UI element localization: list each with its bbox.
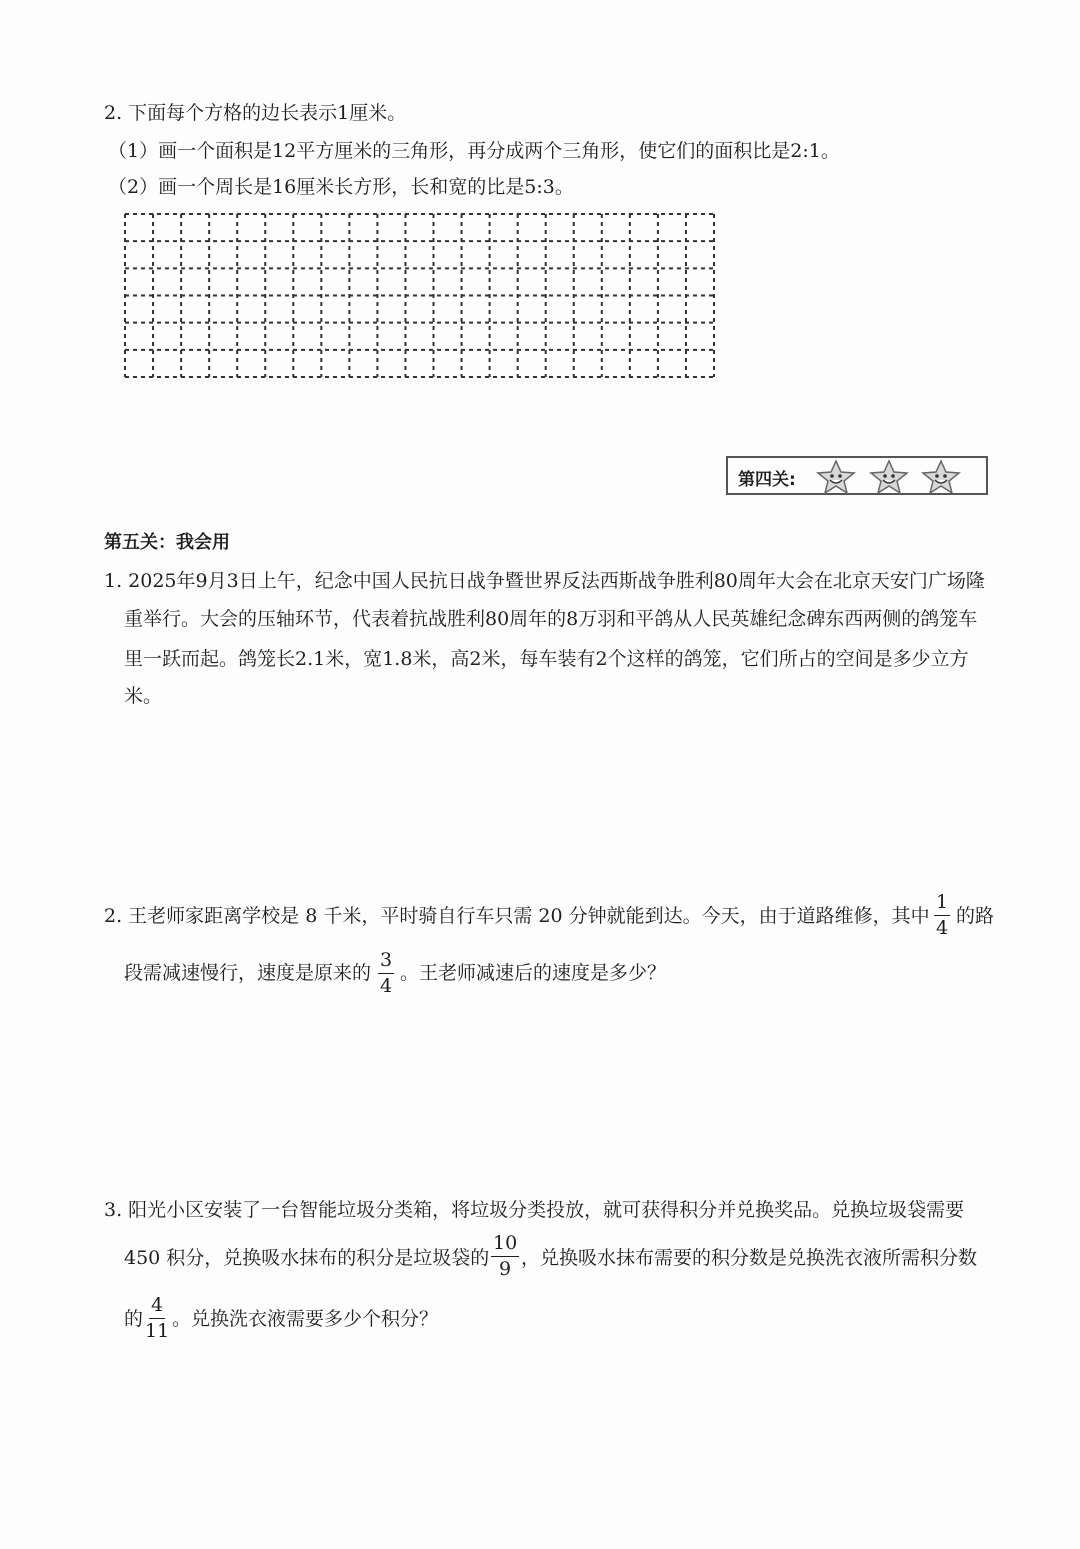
smiley-star-icon bbox=[814, 459, 858, 495]
level5-heading: 第五关：我会用 bbox=[104, 532, 230, 553]
fraction-numerator: 1 bbox=[934, 893, 950, 916]
level4-rating-box bbox=[726, 456, 988, 495]
fraction-denominator: 4 bbox=[936, 917, 949, 939]
p3-line3b: 。兑换洗衣液需要多少个积分？ bbox=[172, 1308, 439, 1330]
level4-label: 第四关: bbox=[738, 470, 796, 490]
smiley-star-icon bbox=[867, 459, 911, 495]
fraction-one-quarter bbox=[934, 893, 950, 938]
fraction-three-quarters bbox=[378, 951, 394, 996]
fraction-denominator: 4 bbox=[380, 975, 393, 997]
q2-sub2: （2）画一个周长是16厘米长方形，长和宽的比是5:3。 bbox=[108, 176, 574, 198]
p3-line1: 3. 阳光小区安装了一台智能垃圾分类箱，将垃圾分类投放，就可获得积分并兑换奖品。兑换垃圾袋需要 bbox=[104, 1199, 965, 1221]
p3-line3a: 的 bbox=[124, 1308, 144, 1330]
p2-line2b: 。王老师减速后的速度是多少？ bbox=[400, 962, 667, 984]
p1-line1: 1. 2025年9月3日上午，纪念中国人民抗日战争暨世界反法西斯战争胜利80周年大会在北京天安门广场隆 bbox=[104, 570, 985, 592]
fraction-ten-ninths bbox=[491, 1234, 519, 1279]
q2-title: 2. 下面每个方格的边长表示1厘米。 bbox=[104, 102, 407, 124]
p2-line1a: 2. 王老师家距离学校是 8 千米，平时骑自行车只需 20 分钟就能到达。今天，由于道路维修，其中 bbox=[104, 905, 930, 927]
smiley-star-icon bbox=[919, 459, 963, 495]
fraction-numerator: 10 bbox=[491, 1234, 519, 1257]
p1-line2: 重举行。大会的压轴环节，代表着抗战胜利80周年的8万羽和平鸽从人民英雄纪念碑东西两侧的鸽笼车 bbox=[124, 608, 978, 630]
fraction-denominator: 11 bbox=[145, 1320, 170, 1342]
p1-line3: 里一跃而起。鸽笼长2.1米，宽1.8米，高2米，每车装有2个这样的鸽笼，它们所占的空间是多少立方 bbox=[124, 648, 969, 670]
p3-line2b: ，兑换吸水抹布需要的积分数是兑换洗衣液所需积分数 bbox=[521, 1247, 978, 1269]
fraction-denominator: 9 bbox=[499, 1258, 512, 1280]
p3-line2a: 450 积分，兑换吸水抹布的积分是垃圾袋的 bbox=[124, 1247, 490, 1269]
fraction-numerator: 3 bbox=[378, 951, 394, 974]
fraction-four-elevenths bbox=[145, 1296, 169, 1341]
q2-sub1: （1）画一个面积是12平方厘米的三角形，再分成两个三角形，使它们的面积比是2:1。 bbox=[108, 140, 840, 162]
p1-line4: 米。 bbox=[124, 685, 163, 707]
p2-line2a: 段需减速慢行，速度是原来的 bbox=[124, 962, 372, 984]
fraction-numerator: 4 bbox=[149, 1296, 165, 1319]
p2-line1b: 的路 bbox=[956, 905, 995, 927]
dotted-grid bbox=[124, 213, 715, 378]
